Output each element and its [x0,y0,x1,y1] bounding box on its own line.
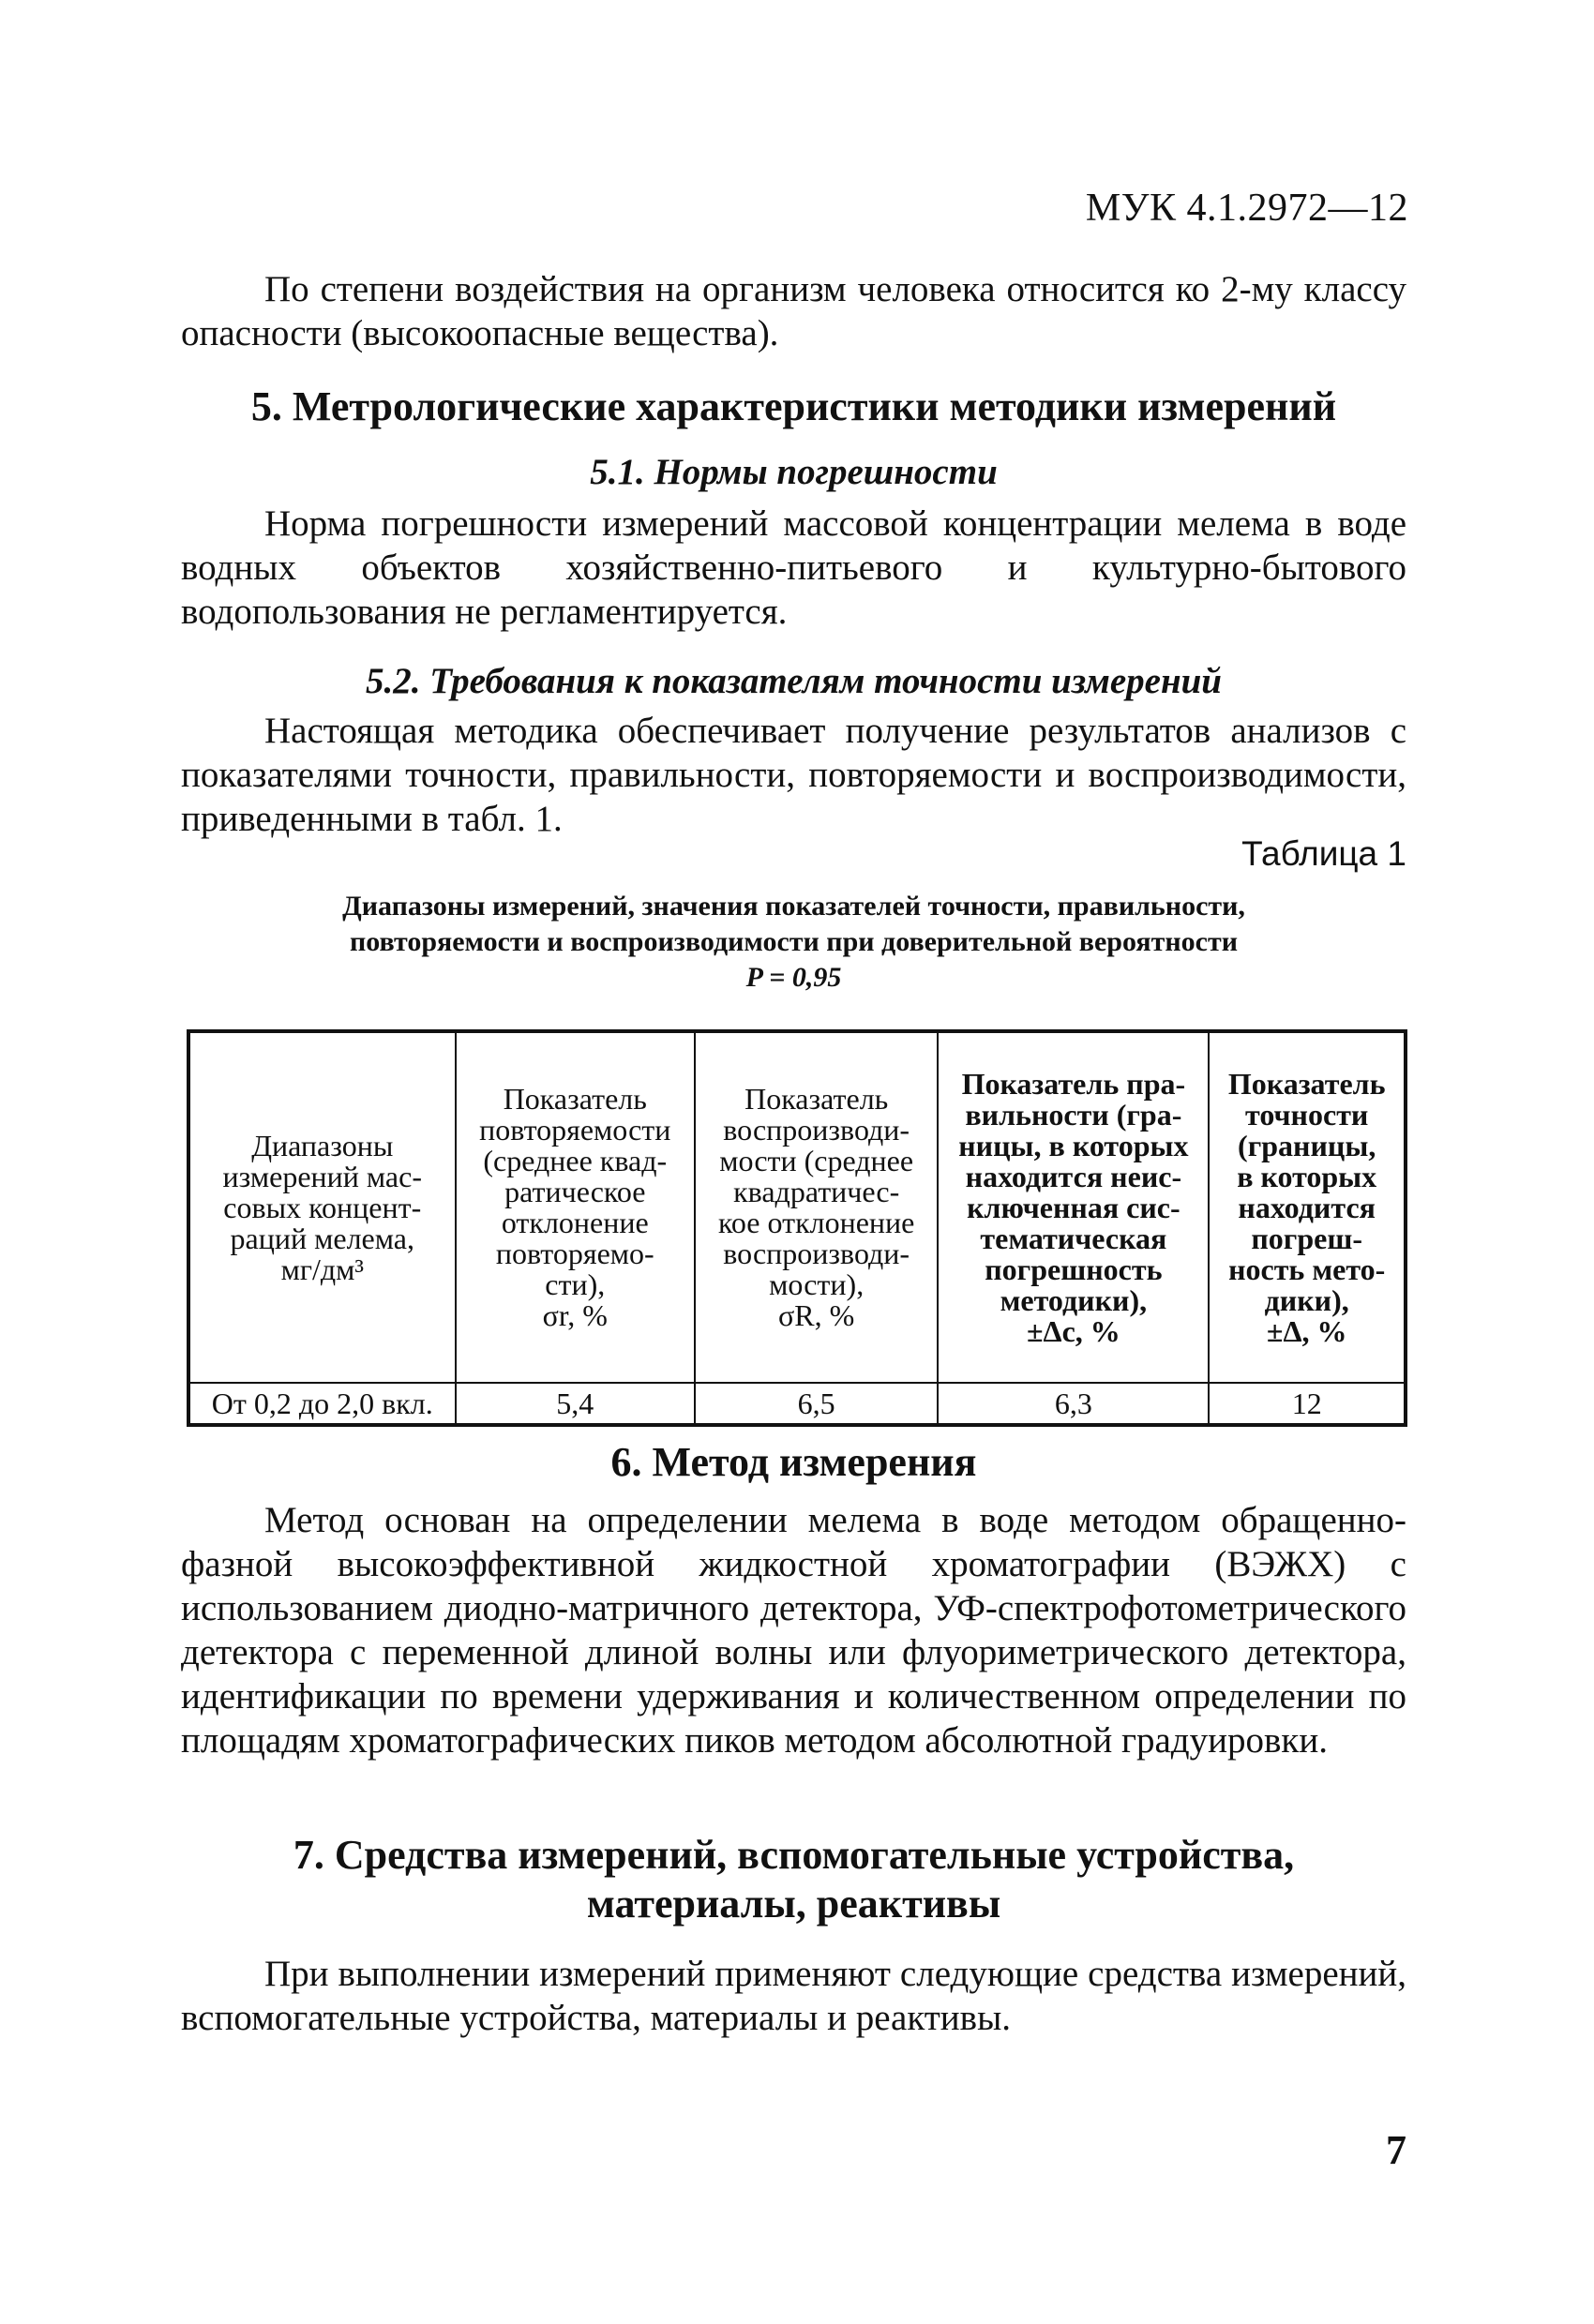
table-caption [181,889,1406,996]
header-range: Диапазоны измерений мас- совых концент- раций мелема, мг/дм³ [188,1031,456,1383]
document-code: МУК 4.1.2972—12 [1085,187,1408,230]
subsection-5-1-text: Норма погрешности измерений массовой концентрации мелема в воде водных объектов хозяйственно-питьевого и культурно-бытового водопользования не регламентируется. [181,503,1406,632]
header-trueness: Показатель пра- вильности (гра- ницы, в которых находится неис- ключенная сис- тематическая погрешность методики), ±Δc, % [938,1031,1209,1383]
section-7-text: При выполнении измерений применяют следующие средства измерений, вспомогательные устройства, материалы и реактивы. [181,1954,1406,2038]
header-reproducibility: Показатель воспроизводи- мости (среднее квадратичес- кое отклонение воспроизводи- мости), σR, % [695,1031,938,1383]
intro-paragraph: По степени воздействия на организм человека относится ко 2-му классу опасности (высокоопасные вещества). [181,269,1406,353]
cell-trueness: 6,3 [938,1383,1209,1425]
table-caption-line-1: Диапазоны измерений, значения показателей точности, правильности, [342,891,1245,922]
section-7-title [181,1831,1406,1928]
header-repeatability: Показатель повторяемости (среднее квад- ратическое отклонение повторяемо- сти), σr, % [456,1031,695,1383]
cell-repeatability: 5,4 [456,1383,695,1425]
table-header-row [188,1031,1406,1383]
section-7-title-line-2: материалы, реактивы [586,1881,1001,1927]
page-number: 7 [1386,2127,1406,2173]
cell-reproducibility: 6,5 [695,1383,938,1425]
metrology-table [187,1029,1407,1427]
cell-accuracy: 12 [1209,1383,1406,1425]
section-7-title-line-1: 7. Средства измерений, вспомогательные устройства, [293,1832,1295,1878]
section-6-title: 6. Метод измерения [610,1439,977,1485]
subsection-5-2-text: Настоящая методика обеспечивает получение результатов анализов с показателями точности, правильности, повторяемости и воспроизводимости, приведенными в табл. 1. [181,711,1406,839]
table-caption-probability: P = 0,95 [745,962,842,993]
header-accuracy: Показатель точности (границы, в которых находится погреш- ность мето- дики), ±Δ, % [1209,1031,1406,1383]
section-5-title: 5. Метрологические характеристики методики измерений [250,383,1337,429]
table-caption-line-2: повторяемости и воспроизводимости при доверительной вероятности [349,926,1239,957]
section-6-text: Метод основан на определении мелема в воде методом обращенно-фазной высокоэффективной жидкостной хроматографии (ВЭЖХ) с использованием диодно-матричного детектора, УФ-спектрофотометрического детектора с переменной длиной волны или флуориметрического детектора, идентификации по времени удерживания и количественном определении по площадям хроматографических пиков методом абсолютной градуировки. [181,1500,1406,1761]
subsection-5-2-title: 5.2. Требования к показателям точности измерений [366,661,1222,701]
table-label: Таблица 1 [1241,834,1406,873]
cell-range: От 0,2 до 2,0 вкл. [188,1383,456,1425]
table-row [188,1383,1406,1425]
subsection-5-1-title: 5.1. Нормы погрешности [590,452,998,492]
